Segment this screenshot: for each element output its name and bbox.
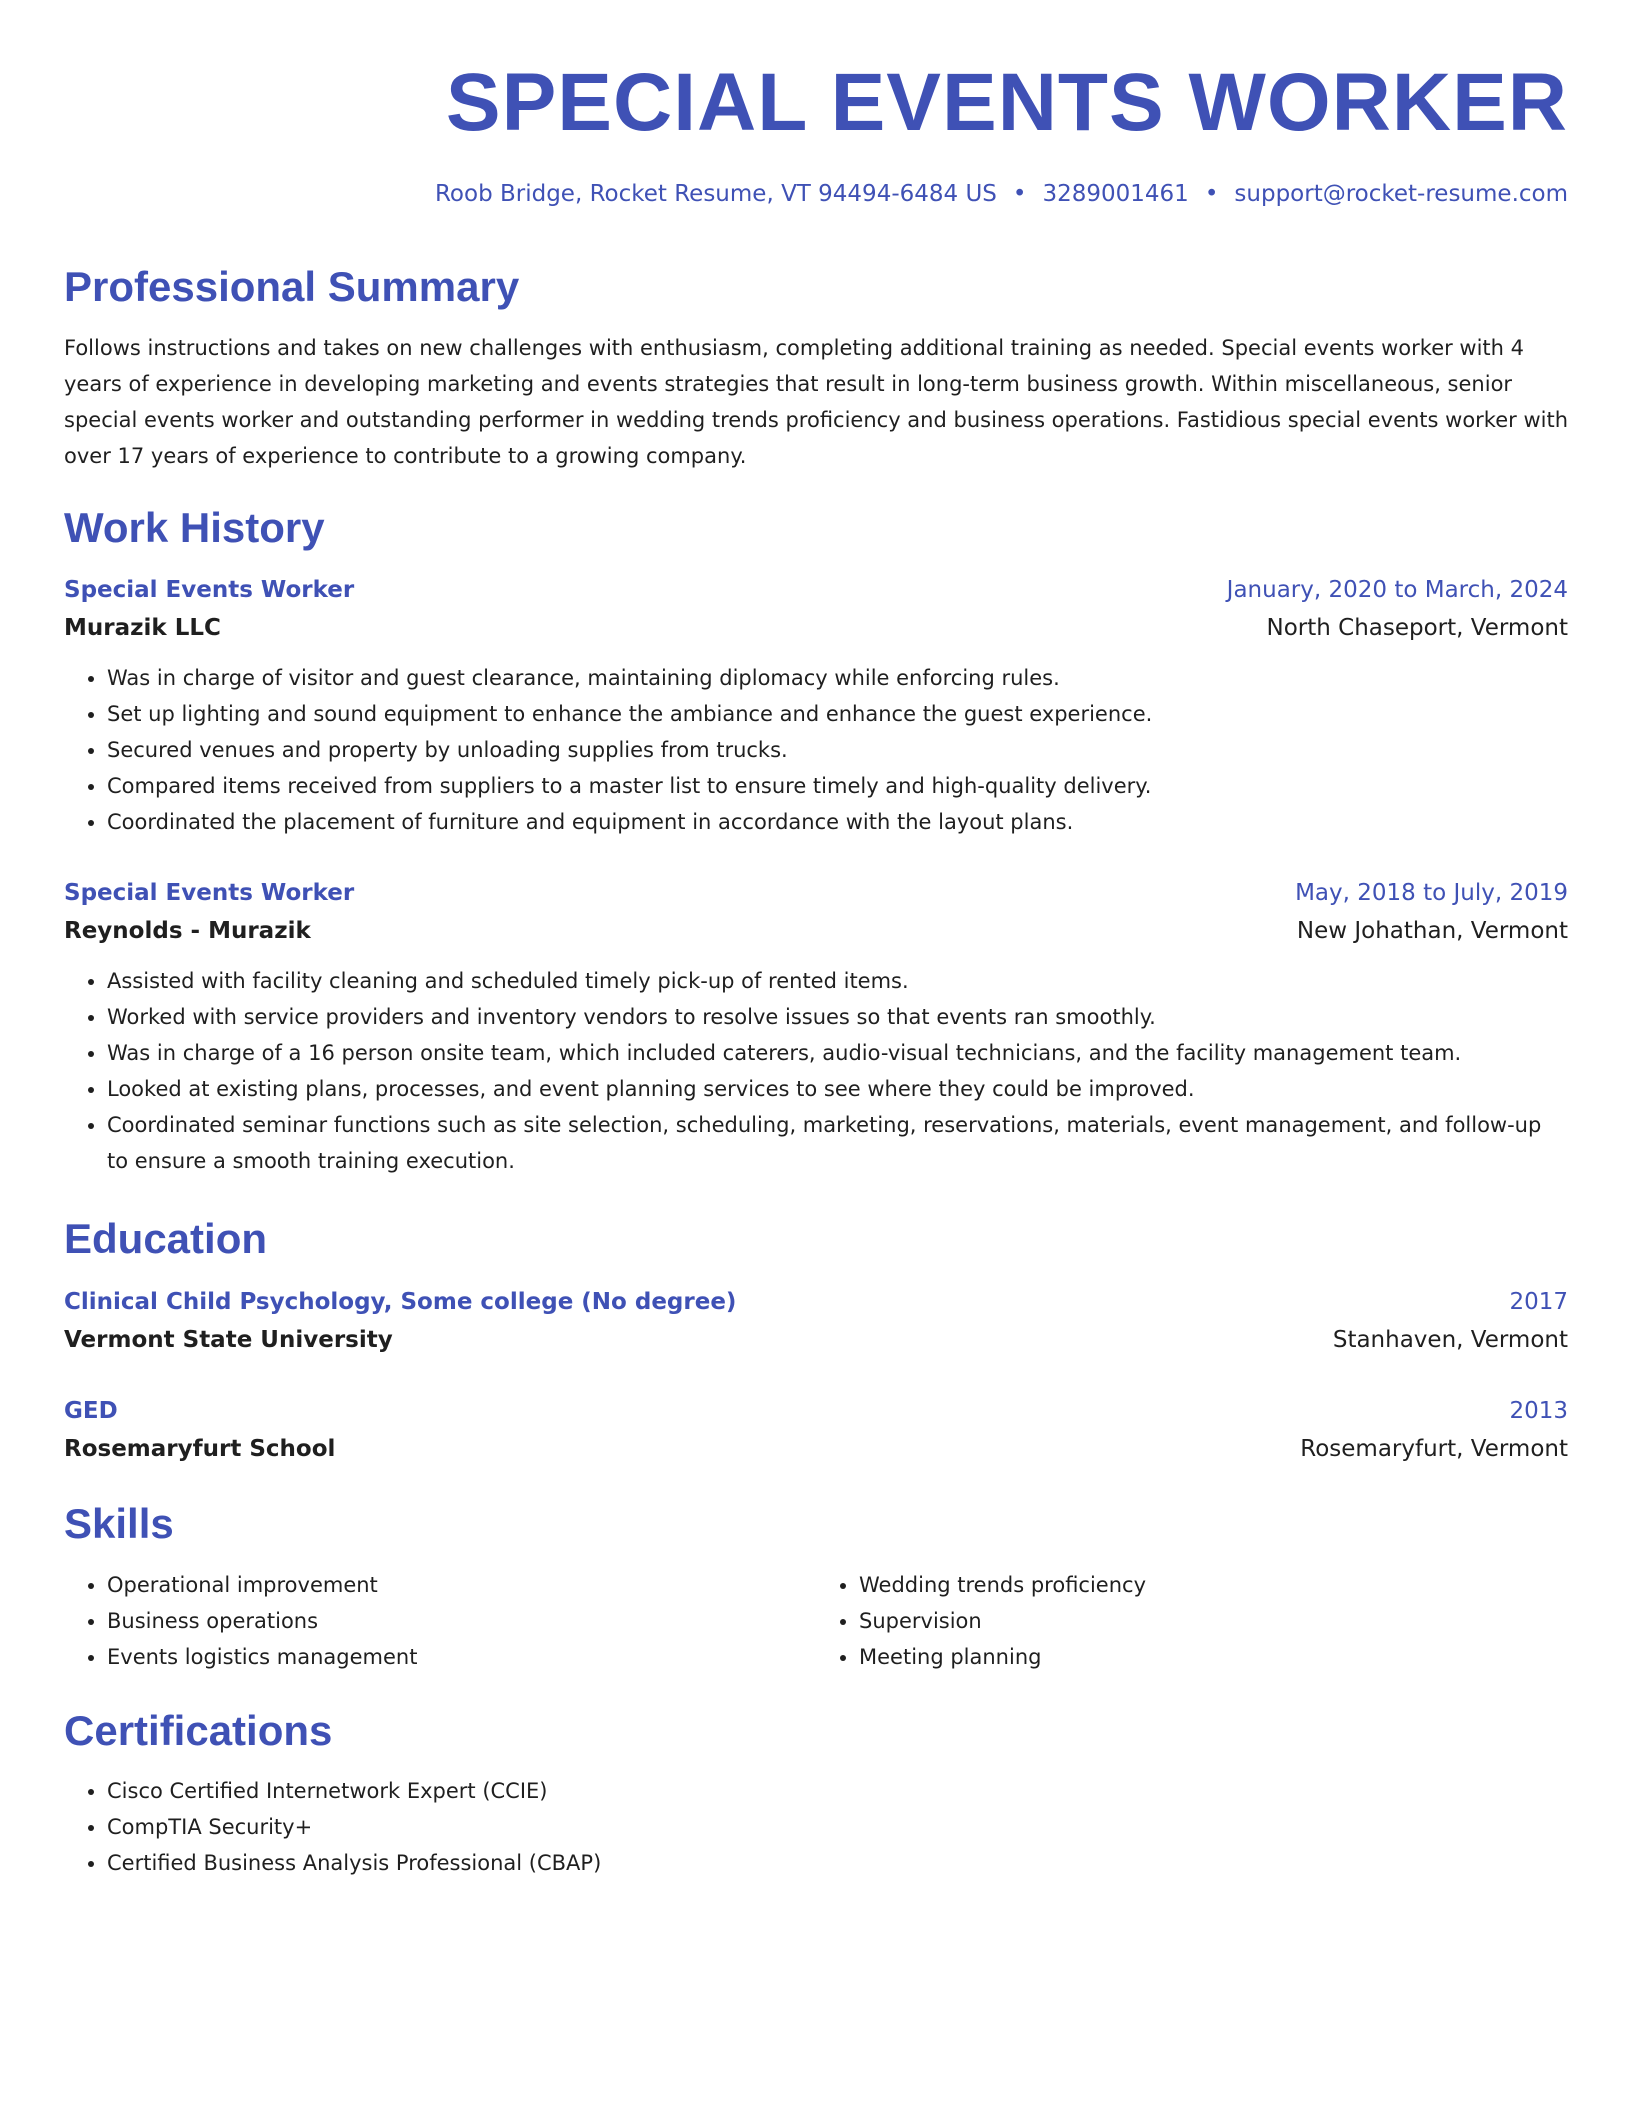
job-bullet: • Compared items received from suppliers to a master list to ensure timely and high-quality delivery. <box>107 768 1568 804</box>
certification-item: • CompTIA Security+ <box>107 1809 1568 1845</box>
job-bullet: • Looked at existing plans, processes, and event planning services to see where they could be improved. <box>107 1071 1568 1107</box>
contact-line <box>64 178 1568 210</box>
certifications-heading: Certifications <box>64 1707 333 1754</box>
job-bullet: • Was in charge of a 16 person onsite team, which included caterers, audio-visual technicians, and the facility management team. <box>107 1035 1568 1071</box>
education-year: 2017 <box>1509 1289 1568 1315</box>
education-degree: Clinical Child Psychology, Some college (No degree) <box>64 1289 737 1315</box>
job-title: Special Events Worker <box>64 577 355 603</box>
job-bullet: • Worked with service providers and inventory vendors to resolve issues so that events ran smoothly. <box>107 999 1568 1035</box>
education-heading: Education <box>64 1215 268 1262</box>
skill-item: • Business operations <box>107 1603 816 1639</box>
job-bullet-list <box>64 963 1568 1179</box>
certification-item: • Certified Business Analysis Professional (CBAP) <box>107 1845 1568 1881</box>
job-bullet-list <box>64 660 1568 840</box>
job-employer: Murazik LLC <box>64 615 221 641</box>
skill-item: • Events logistics management <box>107 1639 816 1675</box>
contact-separator: • <box>1012 181 1027 207</box>
job-title: Special Events Worker <box>64 880 355 906</box>
skills-columns <box>64 1567 1568 1675</box>
education-degree: GED <box>64 1398 118 1424</box>
job-location: North Chaseport, Vermont <box>1266 615 1568 641</box>
summary-text: Follows instructions and takes on new challenges with enthusiasm, completing additional training as needed. Special events worker with 4 years of experience in developing marketing and events strategies that result in long-term business growth. Within miscellaneous, senior special events worker and outstanding performer in wedding trends proficiency and business operations. Fastidious special events worker with over 17 years of experience to contribute to a growing company. <box>64 336 1569 468</box>
job-dates: January, 2020 to March, 2024 <box>1226 577 1568 603</box>
job-bullet: • Secured venues and property by unloading supplies from trucks. <box>107 732 1568 768</box>
contact-separator: • <box>1204 181 1219 207</box>
job-entry <box>64 875 1568 1179</box>
job-dates: May, 2018 to July, 2019 <box>1295 880 1568 906</box>
skills-heading: Skills <box>64 1500 174 1547</box>
contact-email[interactable]: support@rocket-resume.com <box>1234 181 1568 207</box>
job-location: New Johathan, Vermont <box>1296 918 1568 944</box>
education-entry <box>64 1284 1568 1360</box>
certifications-list <box>64 1773 1568 1881</box>
skill-item: • Wedding trends proficiency <box>859 1567 1568 1603</box>
contact-address: Roob Bridge, Rocket Resume, VT 94494-6484 US <box>434 181 997 207</box>
job-employer: Reynolds - Murazik <box>64 918 311 944</box>
skill-item: • Operational improvement <box>107 1567 816 1603</box>
education-school: Vermont State University <box>64 1327 393 1353</box>
job-bullet: • Coordinated the placement of furniture and equipment in accordance with the layout plans. <box>107 804 1568 840</box>
job-bullet: • Set up lighting and sound equipment to enhance the ambiance and enhance the guest experience. <box>107 696 1568 732</box>
job-entry <box>64 572 1568 840</box>
job-bullet: • Coordinated seminar functions such as site selection, scheduling, marketing, reservations, materials, event management, and follow-up to ensure a smooth training execution. <box>107 1107 1568 1179</box>
skills-list-right <box>816 1567 1568 1675</box>
education-location: Rosemaryfurt, Vermont <box>1300 1436 1568 1462</box>
job-bullet: • Assisted with facility cleaning and scheduled timely pick-up of rented items. <box>107 963 1568 999</box>
skill-item: • Supervision <box>859 1603 1568 1639</box>
certification-item: • Cisco Certified Internetwork Expert (CCIE) <box>107 1773 1568 1809</box>
skill-item: • Meeting planning <box>859 1639 1568 1675</box>
contact-phone: 3289001461 <box>1042 181 1189 207</box>
education-school: Rosemaryfurt School <box>64 1436 336 1462</box>
education-entry <box>64 1393 1568 1469</box>
work-history-heading: Work History <box>64 504 325 551</box>
candidate-name: SPECIAL EVENTS WORKER <box>445 57 1568 148</box>
job-bullet: • Was in charge of visitor and guest clearance, maintaining diplomacy while enforcing rules. <box>107 660 1568 696</box>
skills-list-left <box>64 1567 816 1675</box>
education-location: Stanhaven, Vermont <box>1332 1327 1568 1353</box>
summary-heading: Professional Summary <box>64 263 520 310</box>
education-year: 2013 <box>1509 1398 1568 1424</box>
